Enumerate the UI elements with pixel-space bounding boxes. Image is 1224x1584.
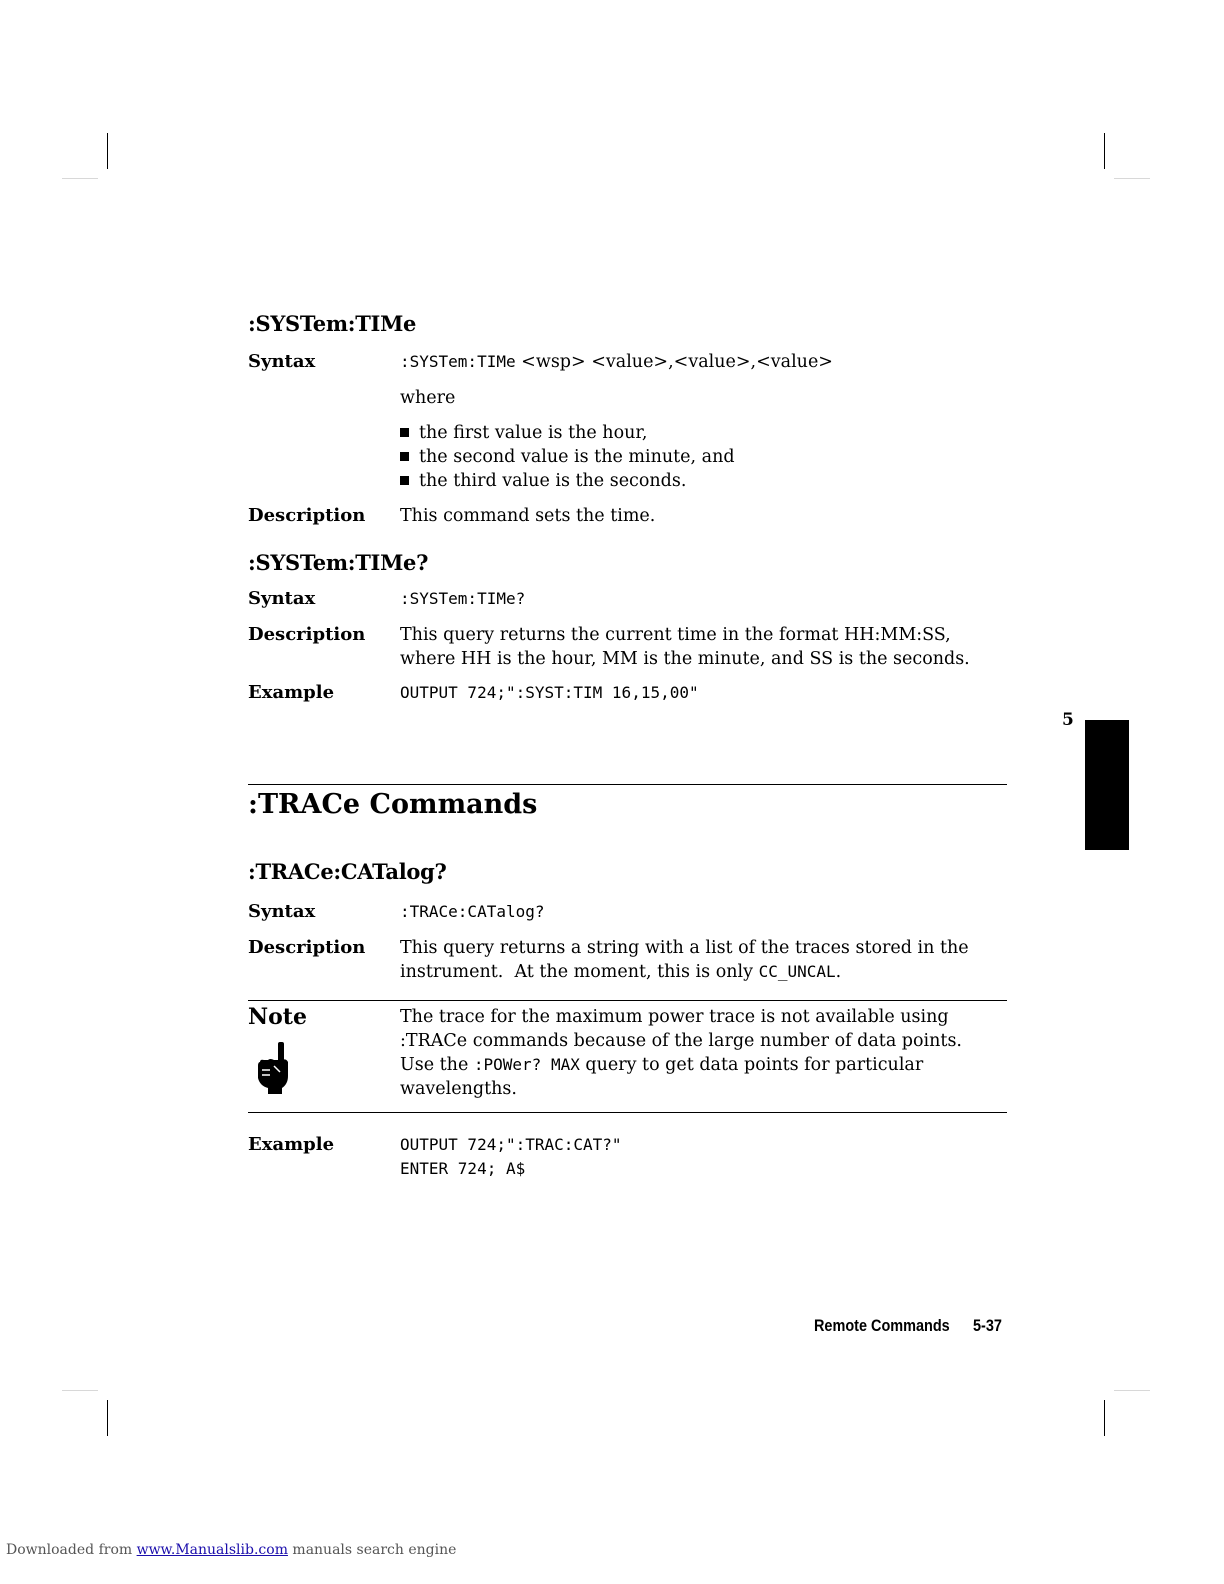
example-label: Example bbox=[248, 682, 335, 703]
chapter-tab bbox=[1085, 720, 1129, 850]
syntax-command: :TRACe:CATalog? bbox=[400, 902, 545, 921]
crop-mark bbox=[1104, 1400, 1105, 1436]
description-text: This query returns the current time in the format HH:MM:SS, where HH is the hour, MM is the minute, and SS is the seconds. bbox=[400, 625, 970, 669]
syntax-params: <wsp> <value>,<value>,<value> bbox=[521, 352, 833, 372]
crop-mark bbox=[107, 1400, 108, 1436]
note-text: The trace for the maximum power trace is not available using :TRACe commands because of the large number of data points. Use the :POWer? MAX query to get data points for particular wavelengths. bbox=[400, 1007, 962, 1099]
example-code: OUTPUT 724;":TRAC:CAT?" ENTER 724; A$ bbox=[400, 1135, 622, 1178]
note-bottom-rule bbox=[248, 1112, 1007, 1113]
bullet-list bbox=[400, 421, 735, 493]
list-item: the third value is the seconds. bbox=[400, 469, 735, 493]
description-text: This command sets the time. bbox=[400, 506, 656, 526]
download-notice: Downloaded from www.Manualslib.com manuals search engine bbox=[6, 1542, 457, 1558]
description-text: This query returns a string with a list of the traces stored in the instrument. At the moment, this is only CC_UNCAL. bbox=[400, 938, 969, 982]
manualslib-link[interactable]: www.Manualslib.com bbox=[136, 1542, 288, 1558]
syntax-command: :SYSTem:TIMe bbox=[400, 352, 516, 371]
chapter-number: 5 bbox=[1062, 710, 1074, 730]
crop-mark bbox=[62, 1390, 98, 1391]
syntax-command: :SYSTem:TIMe? bbox=[400, 589, 526, 608]
syntax-text bbox=[400, 587, 525, 611]
note-top-rule bbox=[248, 1000, 1007, 1001]
chapter-section-title: :TRACe Commands bbox=[248, 789, 538, 820]
bullet-icon bbox=[400, 428, 409, 437]
pointing-hand-icon bbox=[256, 1042, 290, 1094]
inline-code: :POWer? MAX bbox=[473, 1055, 580, 1074]
crop-mark bbox=[1104, 133, 1105, 169]
bullet-icon bbox=[400, 476, 409, 485]
example-label: Example bbox=[248, 1134, 335, 1155]
note-label: Note bbox=[248, 1004, 307, 1030]
crop-mark bbox=[1114, 178, 1150, 179]
example-code: OUTPUT 724;":SYST:TIM 16,15,00" bbox=[400, 683, 699, 702]
description-label: Description bbox=[248, 937, 366, 958]
where-text: where bbox=[400, 388, 456, 408]
crop-mark bbox=[1114, 1390, 1150, 1391]
section-heading: :SYSTem:TIMe bbox=[248, 311, 417, 336]
description-label: Description bbox=[248, 624, 366, 645]
footer-section: Remote Commands bbox=[814, 1316, 950, 1335]
footer-page-number: 5-37 bbox=[973, 1316, 1002, 1335]
crop-mark bbox=[62, 178, 98, 179]
syntax-text bbox=[400, 900, 545, 924]
syntax-label: Syntax bbox=[248, 901, 316, 922]
list-item: the second value is the minute, and bbox=[400, 445, 735, 469]
description-label: Description bbox=[248, 505, 366, 526]
syntax-label: Syntax bbox=[248, 588, 316, 609]
list-item: the first value is the hour, bbox=[400, 421, 735, 445]
section-heading: :SYSTem:TIMe? bbox=[248, 550, 429, 575]
section-heading: :TRACe:CATalog? bbox=[248, 859, 447, 884]
section-rule bbox=[248, 784, 1007, 785]
crop-mark bbox=[107, 133, 108, 169]
syntax-text bbox=[400, 350, 833, 374]
inline-code: CC_UNCAL bbox=[758, 962, 836, 981]
bullet-icon bbox=[400, 452, 409, 461]
syntax-label: Syntax bbox=[248, 351, 316, 372]
